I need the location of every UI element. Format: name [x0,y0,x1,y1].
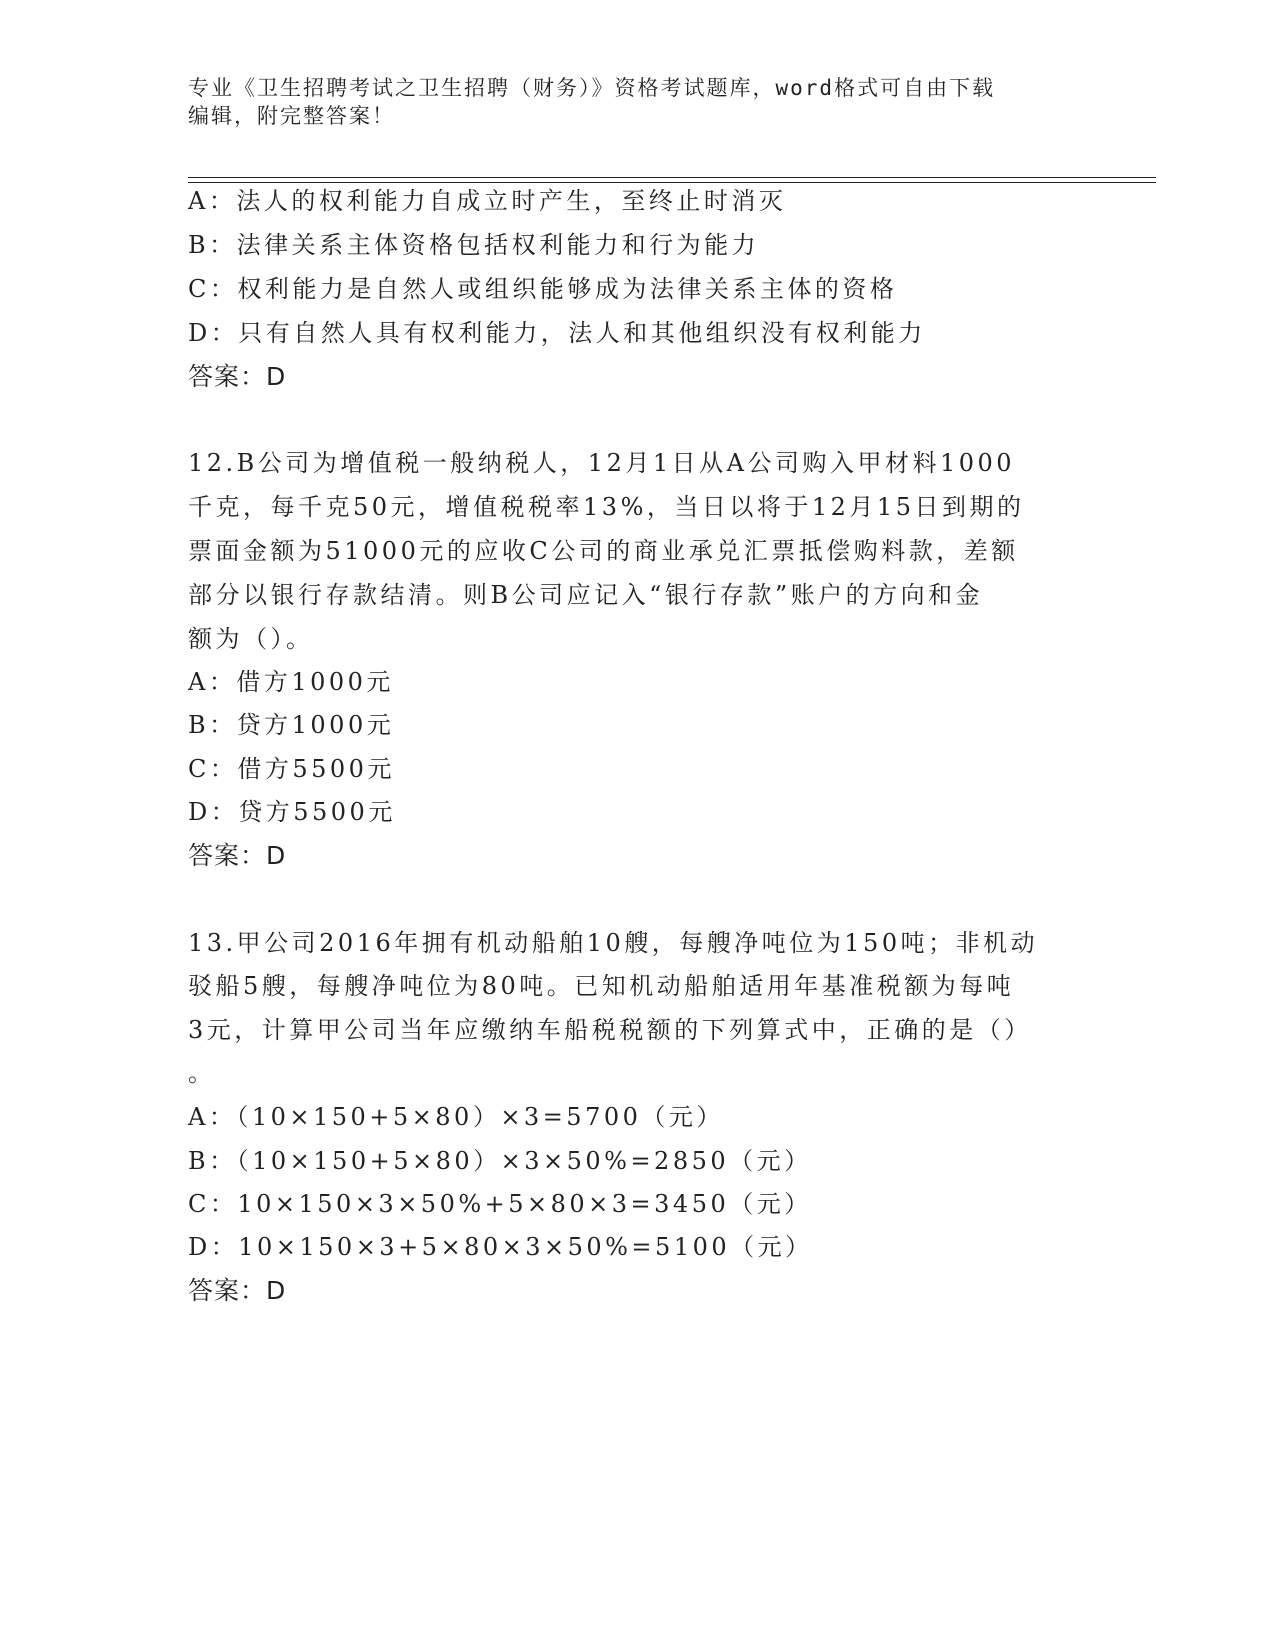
q11-answer: 答案：D [188,362,287,391]
q12-option-d: D：贷方5500元 [188,798,396,826]
q11-option-c: C：权利能力是自然人或组织能够成为法律关系主体的资格 [188,275,898,303]
q12-stem-line-1: 12.B公司为增值税一般纳税人，12月1日从A公司购入甲材料1000 [188,449,1016,477]
q13-option-a: A：（10×150+5×80）×3=5700（元） [188,1103,724,1131]
q13-answer: 答案：D [188,1276,287,1305]
q13-stem-line-3: 3元，计算甲公司当年应缴纳车船税税额的下列算式中，正确的是（） [188,1016,1032,1044]
q12-stem-line-5: 额为（）。 [188,625,314,653]
q12-option-a: A：借方1000元 [188,668,394,696]
q12-stem-line-3: 票面金额为51000元的应收C公司的商业承兑汇票抵偿购料款，差额 [188,537,1019,565]
q11-option-b: B：法律关系主体资格包括权利能力和行为能力 [188,231,760,259]
q13-option-b: B：（10×150+5×80）×3×50%=2850（元） [188,1147,812,1175]
q13-stem-line-2: 驳船5艘，每艘净吨位为80吨。已知机动船舶适用年基准税额为每吨 [188,972,1015,1000]
q12-option-c: C：借方5500元 [188,755,395,783]
q11-option-a: A：法人的权利能力自成立时产生，至终止时消灭 [188,187,787,215]
header-divider-bottom [188,182,1156,183]
header-divider-top [188,177,1156,178]
q13-option-c: C：10×150×3×50%+5×80×3=3450（元） [188,1190,812,1218]
header-line-2: 编辑，附完整答案！ [188,104,395,128]
q12-stem-line-4: 部分以银行存款结清。则B公司应记入“银行存款”账户的方向和金 [188,581,984,609]
q13-option-d: D：10×150×3+5×80×3×50%=5100（元） [188,1233,813,1261]
header-line-1: 专业《卫生招聘考试之卫生招聘（财务）》资格考试题库，word格式可自由下载 [188,76,996,100]
q13-stem-line-4: 。 [188,1059,216,1087]
q12-answer: 答案：D [188,841,287,870]
q13-stem-line-1: 13.甲公司2016年拥有机动船舶10艘，每艘净吨位为150吨；非机动 [188,929,1039,957]
q12-option-b: B：贷方1000元 [188,711,395,739]
document-header [188,74,1088,130]
q11-option-d: D：只有自然人具有权利能力，法人和其他组织没有权利能力 [188,319,926,347]
q12-stem-line-2: 千克，每千克50元，增值税税率13%，当日以将于12月15日到期的 [188,493,1025,521]
